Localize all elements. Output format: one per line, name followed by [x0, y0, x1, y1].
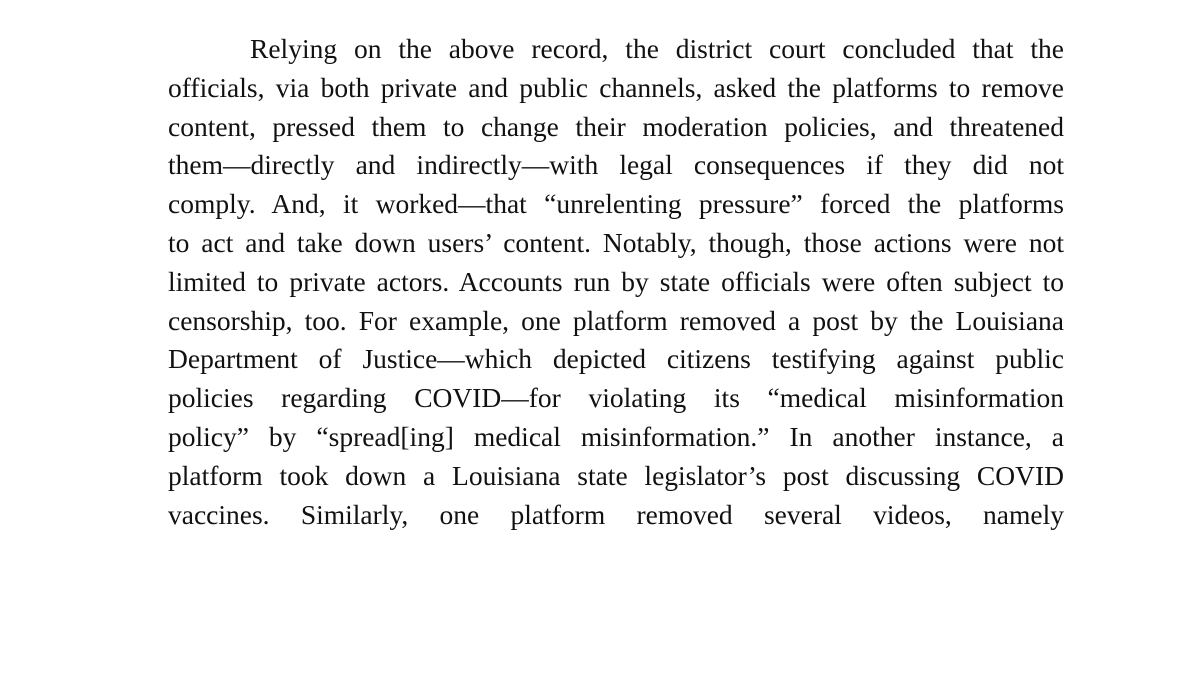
text-line-9: Department of Justice—which depicted citizens testifying against public — [168, 343, 1064, 375]
document-page — [168, 30, 1064, 534]
text-line-4: them—directly and indirectly—with legal consequences if they did not — [168, 149, 1064, 181]
text-line-11: policy” by “spread[ing] medical misinformation.” In another instance, a — [168, 420, 1064, 452]
body-paragraph — [168, 30, 1064, 534]
text-line-12: platform took down a Louisiana state legislator’s post discussing COVID — [168, 459, 1064, 491]
text-line-2: officials, via both private and public channels, asked the platforms to remove — [168, 71, 1064, 103]
text-line-7: limited to private actors. Accounts run by state officials were often subject to — [168, 265, 1064, 297]
text-line-8: censorship, too. For example, one platform removed a post by the Louisiana — [168, 304, 1064, 336]
text-line-3: content, pressed them to change their moderation policies, and threatened — [168, 110, 1064, 142]
text-line-10: policies regarding COVID—for violating its “medical misinformation — [168, 382, 1064, 414]
text-line-13: vaccines. Similarly, one platform removed several videos, namely — [168, 498, 1064, 530]
text-line-6: to act and take down users’ content. Notably, though, those actions were not — [168, 226, 1064, 258]
text-line-1: Relying on the above record, the district court concluded that the — [250, 33, 1064, 64]
text-line-5: comply. And, it worked—that “unrelenting pressure” forced the platforms — [168, 188, 1064, 220]
